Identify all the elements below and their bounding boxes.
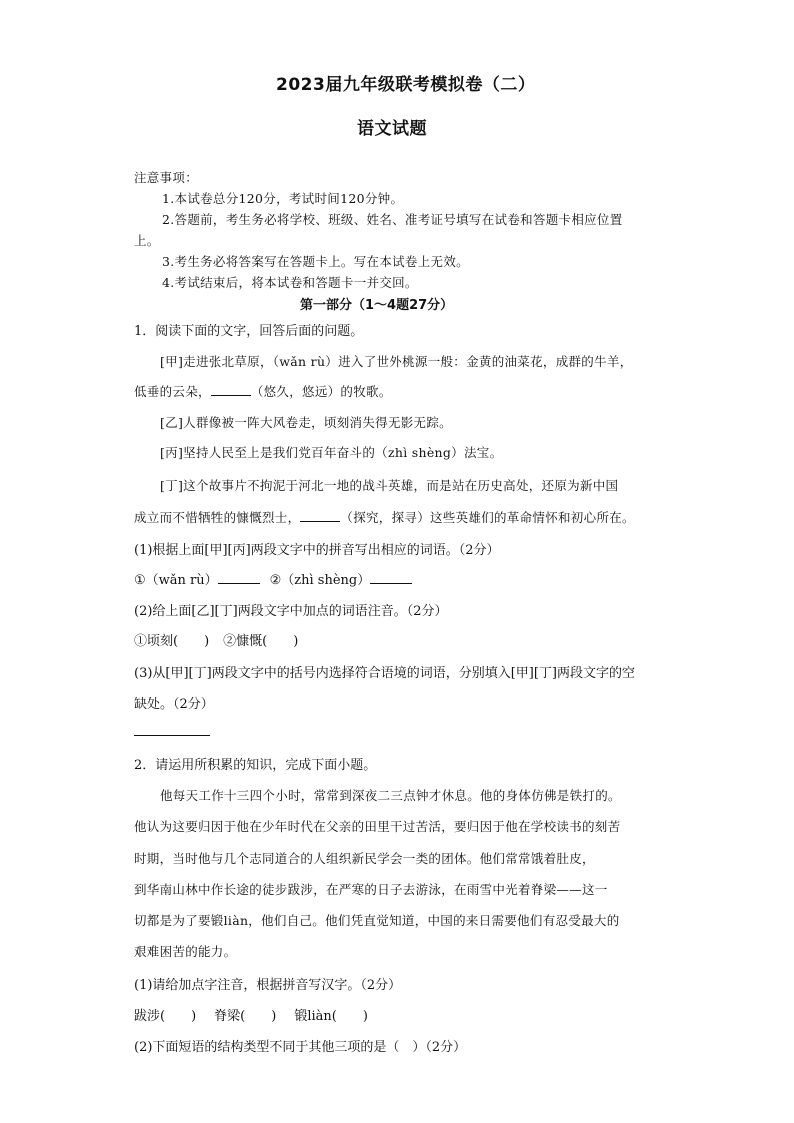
q1-para-bing: [丙]坚持人民至上是我们党百年奋斗的（zhì shèng）法宝。 (160, 445, 503, 460)
q1-sub1-answers (134, 569, 412, 588)
notice-item: 3.考生务必将答案写在答题卡上。写在本试卷上无效。 (162, 254, 469, 269)
q1-sub1: (1)根据上面[甲][丙]两段文字中的拼音写出相应的词语。（2分） (134, 543, 500, 558)
q1-para-ding-cont (134, 508, 635, 526)
q1-ding-text-b: （探究，探寻）这些英雄们的革命情怀和初心所在。 (340, 510, 635, 525)
q2-sub2: (2)下面短语的结构类型不同于其他三项的是（ ）（2分） (134, 1040, 467, 1055)
q1-sub2-answers (134, 630, 298, 649)
page-subtitle: 语文试题 (357, 119, 427, 139)
q1-para-jia: [甲]走进张北草原，（wǎn rù）进入了世外桃源一般：金黄的油菜花，成群的牛羊， (160, 354, 633, 369)
q2-passage-line: 到华南山林中作长途的徒步跋涉，在严寒的日子去游泳，在雨雪中光着脊梁——这一 (134, 882, 608, 897)
q1-ding-blank[interactable] (300, 508, 340, 522)
notice-item: 上。 (134, 233, 160, 248)
q1-sub2-a: ①顷刻( ) (134, 634, 210, 649)
notice-item: 2.答题前，考生务必将学校、班级、姓名、准考证号填写在试卷和答题卡相应位置 (162, 212, 623, 227)
q1-jia-blank[interactable] (211, 382, 251, 396)
q1-sub1-label-a: ①（wǎn rù） (134, 573, 218, 588)
notice-item: 4.考试结束后，将本试卷和答题卡一并交回。 (162, 275, 418, 290)
part1-heading: 第一部分（1～4题27分） (300, 298, 454, 313)
q2-sub1-a: 跋涉( ) (134, 1009, 197, 1024)
q1-jia-text-a: 低垂的云朵， (134, 384, 211, 399)
q1-answer-line[interactable] (134, 735, 210, 736)
q2-sub1-c: 锻liàn( ) (294, 1009, 368, 1024)
q1-sub3: (3)从[甲][丁]两段文字中的括号内选择符合语境的词语，分别填入[甲][丁]两段文字的空 (134, 666, 635, 681)
q2-passage-line: 他每天工作十三四个小时，常常到深夜二三点钟才休息。他的身体仿佛是铁打的。 (160, 788, 621, 803)
notice-item: 1.本试卷总分120分，考试时间120分钟。 (162, 191, 404, 206)
q2-sub1: (1)请给加点字注音，根据拼音写汉字。（2分） (134, 978, 402, 993)
q2-stem: 2．请运用所积累的知识，完成下面小题。 (134, 758, 377, 773)
q1-sub2-b: ②慷慨( ) (223, 634, 299, 649)
q1-sub1-blank-b[interactable] (370, 570, 412, 584)
q1-sub1-blank-a[interactable] (218, 570, 260, 584)
q1-jia-text-b: （悠久，悠远）的牧歌。 (250, 384, 392, 399)
q1-sub2: (2)给上面[乙][丁]两段文字中加点的词语注音。（2分） (134, 604, 448, 619)
notice-heading: 注意事项： (134, 170, 199, 185)
q1-sub3-cont: 缺处。（2分） (134, 697, 214, 712)
q1-para-jia-cont (134, 382, 392, 400)
q2-sub1-answers (134, 1005, 368, 1024)
q2-sub1-b: 脊梁( ) (214, 1009, 277, 1024)
q1-sub1-label-b: ②（zhì shèng） (269, 573, 371, 588)
q1-ding-text-a: 成立而不惜牺牲的慷慨烈士， (134, 510, 301, 525)
q1-stem: 1．阅读下面的文字，回答后面的问题。 (134, 324, 364, 339)
q2-passage-line: 切都是为了要锻liàn，他们自己。他们凭直觉知道，中国的来日需要他们有忍受最大的 (134, 913, 620, 928)
q2-passage-line: 艰难困苦的能力。 (134, 944, 237, 959)
q2-passage-line: 时期，当时他与几个志同道合的人组织新民学会一类的团体。他们常常饿着肚皮， (134, 851, 595, 866)
q1-para-yi: [乙]人群像被一阵大风卷走，顷刻消失得无影无踪。 (160, 415, 452, 430)
page-title: 2023届九年级联考模拟卷（二） (276, 75, 536, 95)
q2-passage-line: 他认为这要归因于他在少年时代在父亲的田里干过苦活，要归因于他在学校读书的刻苦 (134, 819, 621, 834)
q1-para-ding: [丁]这个故事片不拘泥于河北一地的战斗英雄，而是站在历史高处，还原为新中国 (160, 478, 619, 493)
